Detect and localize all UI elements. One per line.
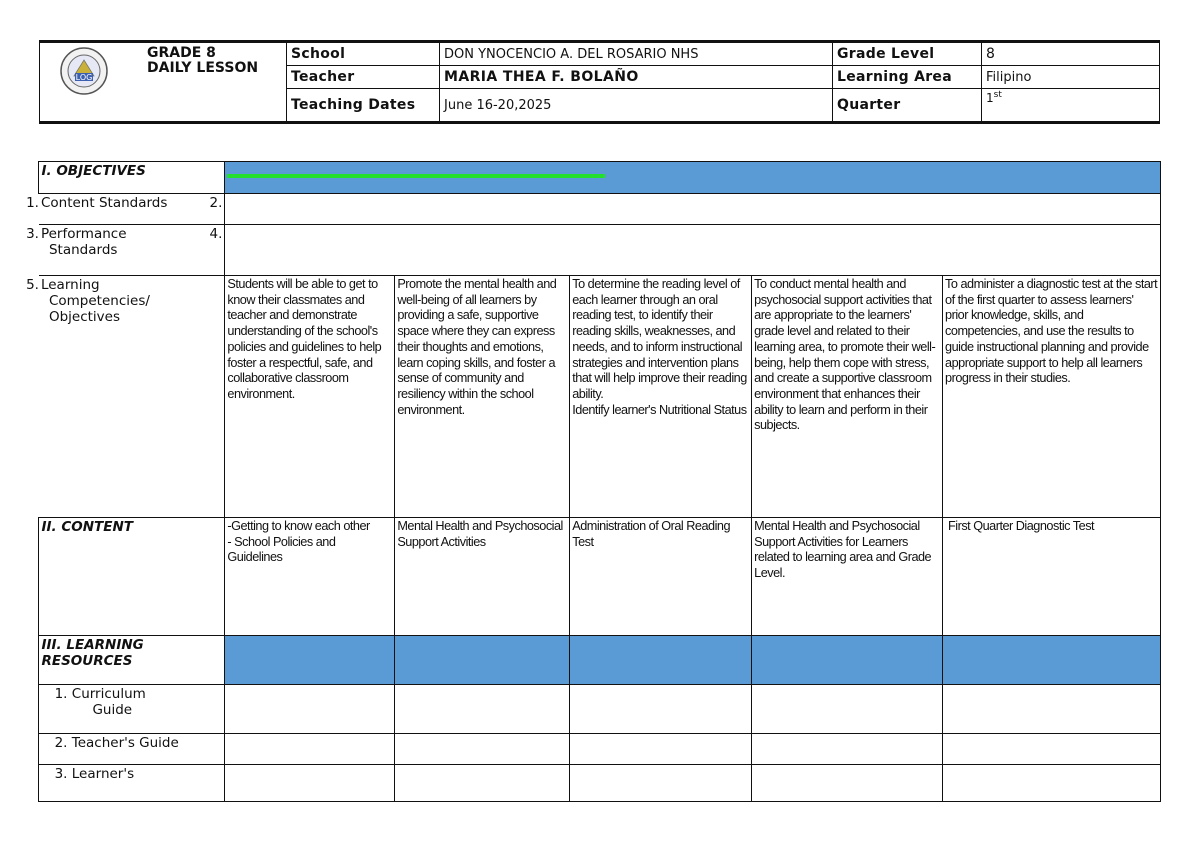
resources-day-1 (225, 636, 395, 685)
teachers-guide-day-5 (943, 734, 1161, 765)
quarter-suffix: st (993, 90, 1002, 100)
resources-day-5 (943, 636, 1161, 685)
learners-material-day-2 (395, 765, 570, 802)
objective-day-4: To conduct mental health and psychosocial support activities that are appropriate to the learners' grade level and related to their learning area, to promote their well-being, help them cope with stress, and create a supportive classroom environment that enhances their ability to learn and perform in their subjects. (752, 276, 943, 518)
objective-day-5: To administer a diagnostic test at the start of the first quarter to assess learners' prior knowledge, skills, and competencies, and use the results to guide instructional planning and provide appropriate support to help all learners progress in their studies. (943, 276, 1161, 518)
performance-standards-number: 3. (26, 225, 39, 242)
teacher-label: Teacher (287, 66, 440, 89)
content-heading: II. CONTENT (39, 518, 225, 636)
grade-title: GRADE 8 (147, 45, 216, 61)
teachers-guide-day-4 (752, 734, 943, 765)
daily-lesson-title: DAILY LESSON (147, 60, 259, 76)
content-standards-label: Content Standards 2. (39, 194, 225, 225)
curriculum-guide-day-5 (943, 685, 1161, 734)
objective-day-3-text: To determine the reading level of each learner through an oral reading test, to identify their reading skills, weaknesses, and needs, and to inform instructional strategies and intervention plans that will help improve their reading ability. (572, 277, 747, 401)
resources-day-4 (752, 636, 943, 685)
school-label: School (287, 42, 440, 66)
content-day-1 (225, 518, 395, 636)
objective-day-3 (570, 276, 752, 518)
curriculum-guide-day-2 (395, 685, 570, 734)
quarter-number: 1 (986, 91, 994, 105)
learners-material-day-5 (943, 765, 1161, 802)
content-day-2: Mental Health and Psychosocial Support Activities (395, 518, 570, 636)
school-value: DON YNOCENCIO A. DEL ROSARIO NHS (440, 42, 833, 66)
teacher-value: MARIA THEA F. BOLAÑO (440, 66, 833, 89)
objectives-heading: I. OBJECTIVES (39, 162, 225, 194)
learners-material-day-4 (752, 765, 943, 802)
learners-material-label: 3. Learner's (39, 765, 225, 802)
logo-cell (40, 42, 129, 123)
teachers-guide-day-3 (570, 734, 752, 765)
svg-text:LOG: LOG (75, 73, 93, 82)
content-day-1-line-2: - School Policies and Guidelines (227, 534, 336, 565)
performance-standards-label: Performance 4. Standards (39, 225, 225, 276)
curriculum-guide-label: 1. Curriculum Guide (39, 685, 225, 734)
content-day-5: First Quarter Diagnostic Test (943, 518, 1161, 636)
progress-highlight (227, 174, 605, 178)
objective-day-3-extra: Identify learner's Nutritional Status (572, 402, 747, 417)
title-cell (128, 42, 287, 123)
objectives-bar (225, 162, 1161, 194)
objective-day-2: Promote the mental health and well-being of all learners by providing a safe, supportive space where they can express their thoughts and emotions, learn coping skills, and foster a sense of community and resiliency within the school environment. (395, 276, 570, 518)
header-table (39, 40, 1160, 124)
curriculum-guide-day-3 (570, 685, 752, 734)
learning-area-value: Filipino (982, 66, 1160, 89)
content-day-3: Administration of Oral Reading Test (570, 518, 752, 636)
objective-day-1: Students will be able to get to know their classmates and teacher and demonstrate understanding of the school's policies and guidelines to help foster a respectful, safe, and collaborative classroom environment. (225, 276, 395, 518)
teachers-guide-label: 2. Teacher's Guide (39, 734, 225, 765)
content-standards-number: 1. (26, 194, 39, 211)
teachers-guide-day-2 (395, 734, 570, 765)
teachers-guide-day-1 (225, 734, 395, 765)
deped-seal-icon (59, 46, 109, 96)
content-day-1-line-1: -Getting to know each other (227, 519, 370, 533)
content-standards-value (225, 194, 1161, 225)
quarter-label: Quarter (833, 89, 982, 123)
performance-standards-value (225, 225, 1161, 276)
teaching-dates-value: June 16-20,2025 (440, 89, 833, 123)
curriculum-guide-day-1 (225, 685, 395, 734)
resources-heading: III. LEARNING RESOURCES (39, 636, 225, 685)
content-day-4: Mental Health and Psychosocial Support Activities for Learners related to learning area and Grade Level. (752, 518, 943, 636)
quarter-value (982, 89, 1160, 123)
competencies-label: Learning Competencies/ Objectives (39, 276, 225, 518)
resources-day-2 (395, 636, 570, 685)
resources-day-3 (570, 636, 752, 685)
curriculum-guide-day-4 (752, 685, 943, 734)
grade-level-label: Grade Level (833, 42, 982, 66)
learners-material-day-3 (570, 765, 752, 802)
learners-material-day-1 (225, 765, 395, 802)
grade-level-value: 8 (982, 42, 1160, 66)
teaching-dates-label: Teaching Dates (287, 89, 440, 123)
lesson-table (0, 161, 1161, 802)
competencies-number: 5. (26, 276, 39, 293)
learning-area-label: Learning Area (833, 66, 982, 89)
